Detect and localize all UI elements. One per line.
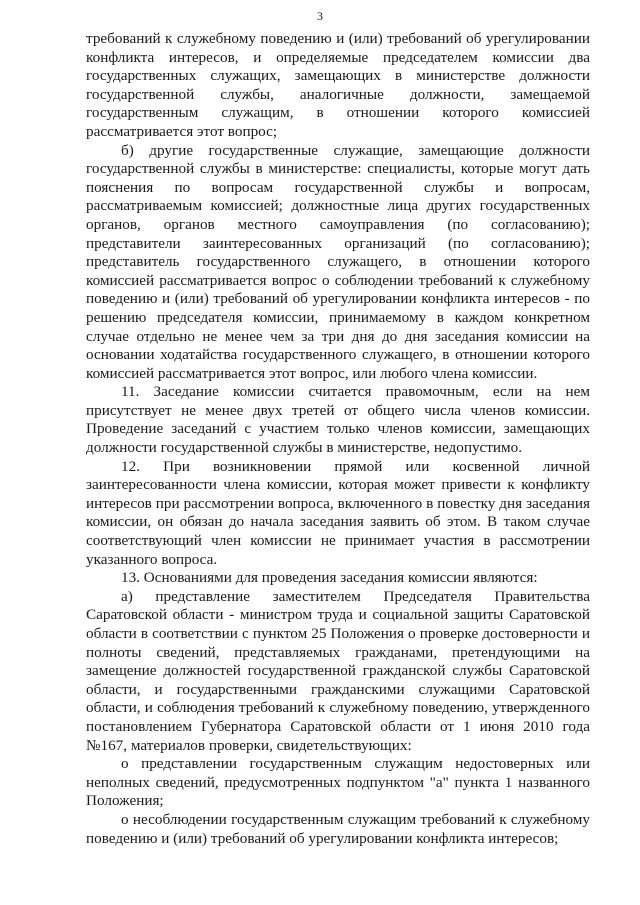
paragraph-bullet-1: о представлении государственным служащим недостоверных или неполных сведений, предусмотренных подпунктом "а" пункта 1 названного Положения; [86,755,590,810]
page-number: 3 [317,9,323,23]
paragraph-item-a: а) представление заместителем Председателя Правительства Саратовской области - министром труда и социальной защиты Саратовской области в соответствии с пунктом 25 Положения о проверке достоверности и полноты сведений, представляемых гражданами, претендующими на замещение должностей государственной гражданской службы Саратовской области, и государственными гражданскими служащими Саратовской области, и соблюдения требований к служебному поведению, утвержденного постановлением Губернатора Саратовской области от 1 июня 2010 года №167, материалов проверки, свидетельствующих: [86,587,590,754]
paragraph-continuation: требований к служебному поведению и (или) требований об урегулировании конфликта интересов, и определяемые председателем комиссии два государственных служащих, замещающих в министерстве должности государственной службы, аналогичные должности, замещаемой государственным служащим, в отношении которого комиссией рассматривается этот вопрос; [86,30,590,140]
paragraph-11: 11. Заседание комиссии считается правомочным, если на нем присутствует не менее двух третей от общего числа членов комиссии. Проведение заседаний с участием только членов комиссии, замещающих должности государственной службы в министерстве, недопустимо. [86,383,590,457]
paragraph-13: 13. Основаниями для проведения заседания комиссии являются: [121,569,538,587]
paragraph-bullet-2: о несоблюдении государственным служащим требований к служебному поведению и (или) требований об урегулировании конфликта интересов; [86,810,590,847]
paragraph-item-b: б) другие государственные служащие, замещающие должности государственной службы в министерстве: специалисты, которые могут дать пояснения по вопросам государственной службы и вопросам, рассматриваемым комиссией; должностные лица других государственных органов, органов местного самоуправления (по согласованию); представители заинтересованных организаций (по согласованию); представитель государственного служащего, в отношении которого комиссией рассматривается вопрос о соблюдении требований к служебному поведению и (или) требований об урегулировании конфликта интересов - по решению председателя комиссии, принимаемому в каждом конкретном случае отдельно не менее чем за три дня до дня заседания комиссии на основании ходатайства государственного служащего, в отношении которого комиссией рассматривается этот вопрос, или любого члена комиссии. [86,141,590,382]
paragraph-12: 12. При возникновении прямой или косвенной личной заинтересованности члена комиссии, которая может привести к конфликту интересов при рассмотрении вопроса, включенного в повестку дня заседания комиссии, он обязан до начала заседания заявить об этом. В таком случае соответствующий член комиссии не принимает участия в рассмотрении указанного вопроса. [86,457,590,568]
document-body [86,30,590,848]
